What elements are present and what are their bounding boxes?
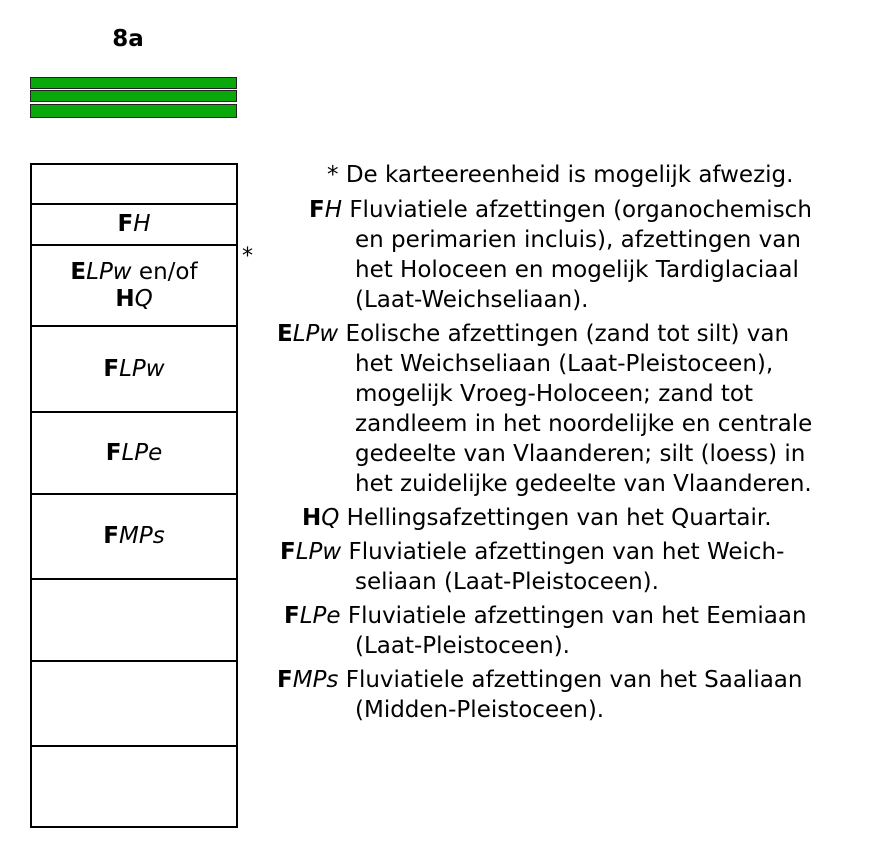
unit-separator — [30, 745, 238, 747]
legend-text-cont: het Weichseliaan (Laat-Pleistoceen), — [355, 351, 774, 377]
unit-connector: en/of — [131, 258, 198, 285]
legend-entry — [280, 537, 784, 567]
legend-code: * — [327, 162, 339, 188]
legend-text-cont: zandleem in het noordelijke en centrale — [355, 411, 813, 437]
unit-code-bold: F — [103, 523, 119, 549]
unit-code-bold: E — [70, 258, 87, 285]
legend-text: Eolische afzettingen (zand tot silt) van — [345, 321, 790, 347]
legend-text-cont: (Midden-Pleistoceen). — [355, 697, 605, 723]
vegetation-band-1 — [30, 77, 237, 89]
legend-code: ELPw — [277, 321, 339, 347]
section-title: 8a — [112, 26, 144, 52]
unit-flpw — [32, 327, 236, 411]
legend-code: HQ — [302, 505, 340, 531]
unit-code-italic: LPw — [119, 355, 165, 382]
legend-entry — [302, 503, 772, 533]
legend-text-cont: (Laat-Pleistoceen). — [355, 633, 570, 659]
unit-code-italic: MPs — [119, 523, 165, 549]
legend-text-cont: het zuidelijke gedeelte van Vlaanderen. — [355, 471, 812, 497]
vegetation-band-2 — [30, 90, 237, 102]
legend-entry — [327, 160, 793, 190]
legend-text-cont: en perimarien incluis), afzettingen van — [355, 227, 801, 253]
legend-text-cont: seliaan (Laat-Pleistoceen). — [355, 569, 659, 595]
legend-code: FH — [309, 197, 343, 223]
legend-code: FLPe — [284, 603, 341, 629]
legend-text: De karteereenheid is mogelijk afwezig. — [345, 162, 794, 188]
legend-text: Hellingsafzettingen van het Quartair. — [346, 505, 772, 531]
legend-text: Fluviatiele afzettingen van het Weich- — [348, 539, 785, 565]
legend-code: FLPw — [280, 539, 342, 565]
legend-text: Fluviatiele afzettingen (organochemisch — [349, 197, 812, 223]
vegetation-band-3 — [30, 104, 237, 118]
unit-code-italic: LPw — [86, 258, 132, 285]
legend-entry — [309, 195, 812, 225]
unit-code-italic: LPe — [121, 439, 163, 466]
unit-code-bold: F — [105, 439, 122, 466]
legend-entry — [277, 319, 789, 349]
legend-text: Fluviatiele afzettingen van het Eemiaan — [347, 603, 807, 629]
absence-asterisk: * — [242, 244, 253, 269]
unit-code-bold: H — [115, 285, 135, 312]
legend-entry — [284, 601, 807, 631]
unit-code-bold: F — [103, 355, 120, 382]
legend-code: FMPs — [277, 667, 339, 693]
unit-fh — [32, 205, 236, 244]
legend-text-cont: het Holoceen en mogelijk Tardiglaciaal — [355, 257, 799, 283]
unit-code-italic: H — [133, 211, 151, 237]
legend-text-cont: gedeelte van Vlaanderen; silt (loess) in — [355, 441, 806, 467]
unit-elpw-hq — [32, 246, 236, 325]
unit-separator — [30, 578, 238, 580]
unit-separator — [30, 660, 238, 662]
legend-text: Fluviatiele afzettingen van het Saaliaan — [345, 667, 803, 693]
legend-text-cont: mogelijk Vroeg-Holoceen; zand tot — [355, 381, 754, 407]
legend-text-cont: (Laat-Weichseliaan). — [355, 287, 589, 313]
unit-fmps — [32, 495, 236, 578]
unit-code-italic: Q — [134, 285, 153, 312]
unit-flpe — [32, 413, 236, 493]
legend-entry — [277, 665, 802, 695]
unit-code-bold: F — [117, 211, 134, 237]
